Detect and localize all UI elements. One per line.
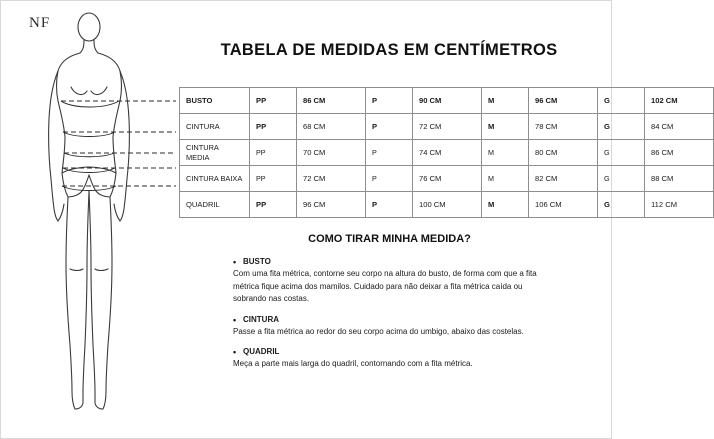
row-label: CINTURA BAIXA [180,166,250,192]
size-cell: M [482,114,529,140]
body-figure-panel [1,1,176,438]
size-cell: G [598,166,645,192]
value-cell: 78 CM [529,114,598,140]
howto-text: Com uma fita métrica, contorne seu corpo na altura do busto, de forma com que a fita métrica fique acima dos mamilos. Cuidado para não deixar a fita métrica caída ou sobrando nas costas. [233,269,537,303]
value-cell: 72 CM [297,166,366,192]
row-label: CINTURA MEDIA [180,140,250,166]
bust-measure-curve [61,101,119,107]
size-cell: G [598,88,645,114]
measurements-table [179,87,714,218]
row-label: CINTURA [180,114,250,140]
size-cell: G [598,192,645,218]
value-cell: 106 CM [529,192,598,218]
howto-list [233,257,551,380]
value-cell: 88 CM [645,166,714,192]
bullet-icon: • [233,314,237,325]
brand-logo: NF [29,15,51,31]
hip-measure-curve [62,186,116,191]
size-cell: P [366,166,413,192]
value-cell: 80 CM [529,140,598,166]
row-label: BUSTO [180,88,250,114]
size-cell: M [482,166,529,192]
table-row [180,88,714,114]
value-cell: 70 CM [297,140,366,166]
value-cell: 86 CM [297,88,366,114]
list-item [233,315,551,339]
table-row [180,114,714,140]
value-cell: 86 CM [645,140,714,166]
size-cell: P [366,140,413,166]
value-cell: 112 CM [645,192,714,218]
size-cell: PP [250,114,297,140]
size-cell: P [366,192,413,218]
value-cell: 96 CM [529,88,598,114]
size-cell: PP [250,166,297,192]
howto-heading-label: CINTURA [243,314,279,324]
value-cell: 68 CM [297,114,366,140]
howto-title: COMO TIRAR MINHA MEDIDA? [308,233,471,245]
bullet-icon: • [233,347,237,357]
table-row [180,140,714,166]
howto-heading [233,347,551,356]
value-cell: 90 CM [413,88,482,114]
howto-text: Passe a fita métrica ao redor do seu corpo acima do umbigo, abaixo das costelas. [233,326,524,336]
size-cell: P [366,114,413,140]
size-cell: PP [250,88,297,114]
value-cell: 76 CM [413,166,482,192]
value-cell: 82 CM [529,166,598,192]
row-label: QUADRIL [180,192,250,218]
size-cell: G [598,114,645,140]
value-cell: 96 CM [297,192,366,218]
table-row [180,192,714,218]
table-row [180,166,714,192]
midwaist-measure-curve [64,153,114,157]
value-cell: 100 CM [413,192,482,218]
value-cell: 72 CM [413,114,482,140]
value-cell: 74 CM [413,140,482,166]
howto-heading-label: BUSTO [243,257,271,266]
value-cell: 84 CM [645,114,714,140]
size-cell: PP [250,192,297,218]
howto-heading [233,257,551,266]
size-cell: M [482,88,529,114]
lowwaist-measure-curve [63,168,115,173]
waist-measure-curve [63,132,115,137]
page-title: TABELA DE MEDIDAS EM CENTÍMETROS [220,41,558,59]
size-cell: G [598,140,645,166]
size-cell: M [482,140,529,166]
size-cell: PP [250,140,297,166]
size-cell: M [482,192,529,218]
size-cell: P [366,88,413,114]
bullet-icon: • [233,257,237,267]
howto-text: Meça a parte mais larga do quadril, contornando com a fita métrica. [233,359,473,368]
value-cell: 102 CM [645,88,714,114]
list-item [233,257,551,306]
female-body-figure-icon [1,1,176,438]
howto-heading [233,315,551,324]
list-item [233,347,551,371]
howto-heading-label: QUADRIL [243,347,280,356]
